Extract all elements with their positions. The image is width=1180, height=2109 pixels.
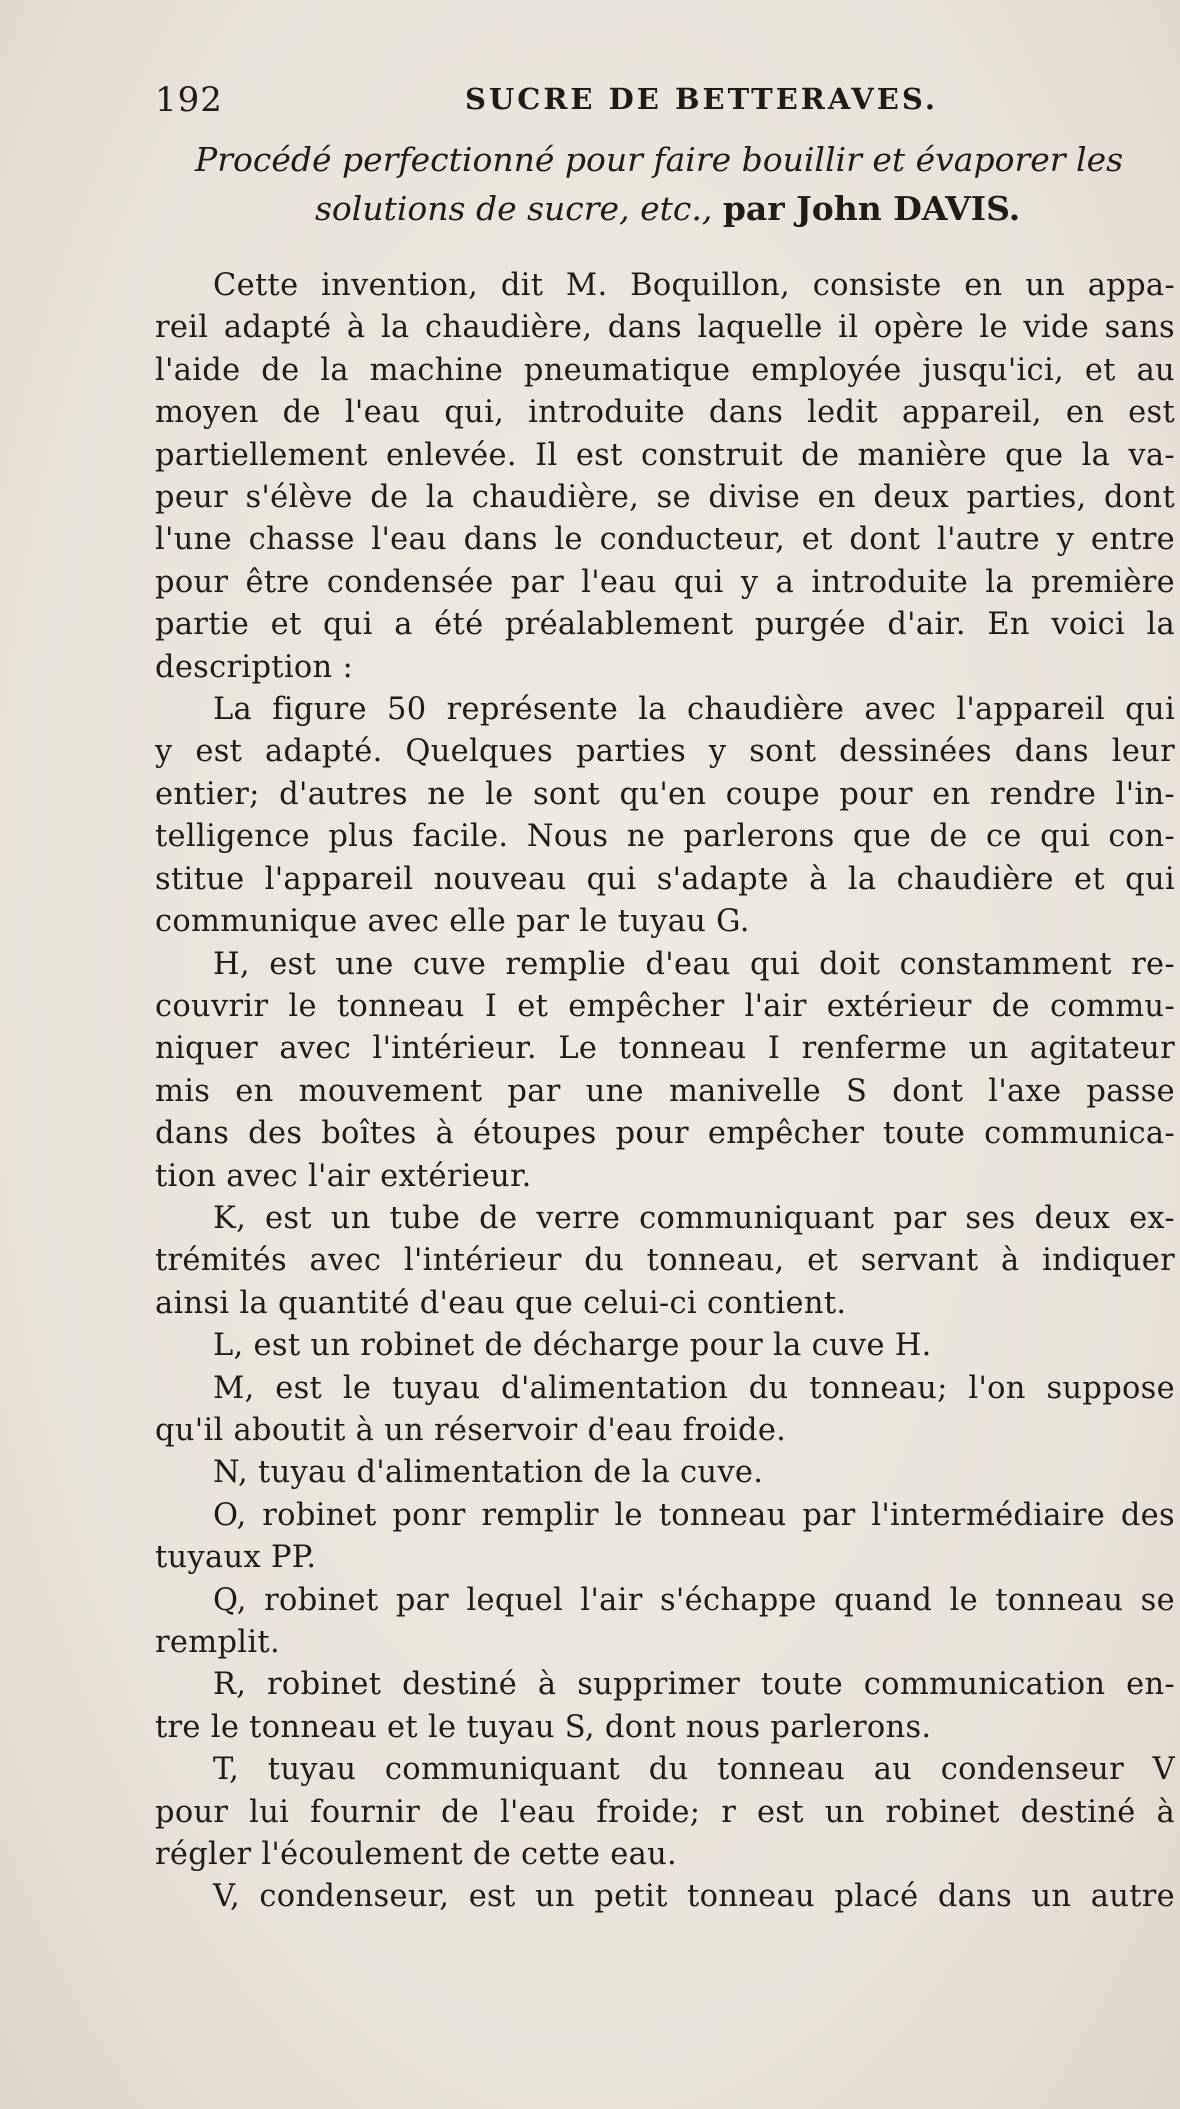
text-line: couvrir le tonneau I et empêcher l'air extérieur de commu- (155, 988, 1175, 1024)
text-line: pour être condensée par l'eau qui y a introduite la première (155, 564, 1175, 600)
text-line: La figure 50 représente la chaudière avec l'appareil qui (213, 692, 1175, 728)
page-header (155, 80, 1160, 120)
text-line: peur s'élève de la chaudière, se divise en deux parties, dont (155, 480, 1175, 516)
text-line: entier; d'autres ne le sont qu'en coupe pour en rendre l'in- (155, 776, 1175, 812)
title-line-2: solutions de sucre, etc., (315, 189, 713, 228)
text-line: M, est le tuyau d'alimentation du tonneau; l'on suppose (213, 1370, 1175, 1406)
text-line: qu'il aboutit à un réservoir d'eau froide. (155, 1412, 787, 1448)
text-line: l'une chasse l'eau dans le conducteur, et dont l'autre y entre (155, 522, 1175, 558)
text-line: Cette invention, dit M. Boquillon, consiste en un appa- (213, 268, 1175, 303)
section-title (195, 135, 1175, 233)
text-line: K, est un tube de verre communiquant par ses deux ex- (213, 1200, 1175, 1236)
text-line: H, est une cuve remplie d'eau qui doit constamment re- (213, 946, 1175, 982)
text-line: L, est un robinet de décharge pour la cuve H. (213, 1328, 932, 1364)
text-line: tre le tonneau et le tuyau S, dont nous parlerons. (155, 1709, 932, 1745)
text-line: ainsi la quantité d'eau que celui-ci contient. (155, 1285, 847, 1321)
text-line: T, tuyau communiquant du tonneau au condenseur V (213, 1752, 1175, 1788)
text-line: remplit. (155, 1625, 280, 1660)
text-line: stitue l'appareil nouveau qui s'adapte à la chaudière et qui (155, 861, 1175, 897)
text-line: tion avec l'air extérieur. (155, 1158, 532, 1194)
text-line: R, robinet destiné à supprimer toute communication en- (213, 1667, 1175, 1703)
title-author: par John DAVIS. (722, 189, 1021, 228)
text-line: partiellement enlevée. Il est construit de manière que la va- (155, 437, 1175, 473)
text-line: O, robinet ponr remplir le tonneau par l'intermédiaire des (213, 1497, 1175, 1533)
text-line: V, condenseur, est un petit tonneau placé dans un autre (213, 1879, 1175, 1915)
title-line-2-wrap (195, 184, 1175, 233)
text-line: Q, robinet par lequel l'air s'échappe quand le tonneau se (213, 1582, 1175, 1618)
text-line: description : (155, 649, 354, 685)
text-line: partie et qui a été préalablement purgée d'air. En voici la (155, 607, 1175, 643)
body-text (155, 265, 1175, 1919)
text-line: régler l'écoulement de cette eau. (155, 1837, 678, 1873)
text-line: reil adapté à la chaudière, dans laquelle il opère le vide sans (155, 310, 1175, 346)
text-line: moyen de l'eau qui, introduite dans ledit appareil, en est (155, 395, 1175, 431)
text-line: pour lui fournir de l'eau froide; r est un robinet destiné à (155, 1794, 1175, 1830)
text-line: mis en mouvement par une manivelle S dont l'axe passe (155, 1073, 1175, 1109)
text-line: l'aide de la machine pneumatique employée jusqu'ici, et au (155, 352, 1175, 388)
page-number: 192 (155, 80, 223, 120)
text-line: telligence plus facile. Nous ne parlerons que de ce qui con- (155, 819, 1175, 855)
text-line: niquer avec l'intérieur. Le tonneau I renferme un agitateur (155, 1031, 1175, 1067)
text-line: tuyaux PP. (155, 1540, 317, 1576)
text-line: N, tuyau d'alimentation de la cuve. (213, 1455, 764, 1491)
title-line-1: Procédé perfectionné pour faire bouillir et évaporer les (195, 140, 1124, 179)
text-line: dans des boîtes à étoupes pour empêcher toute communica- (155, 1116, 1175, 1152)
text-line: y est adapté. Quelques parties y sont dessinées dans leur (155, 734, 1175, 770)
text-line: communique avec elle par le tuyau G. (155, 904, 750, 940)
running-head: SUCRE DE BETTERAVES. (465, 82, 938, 116)
text-line: trémités avec l'intérieur du tonneau, et servant à indiquer (155, 1243, 1175, 1279)
